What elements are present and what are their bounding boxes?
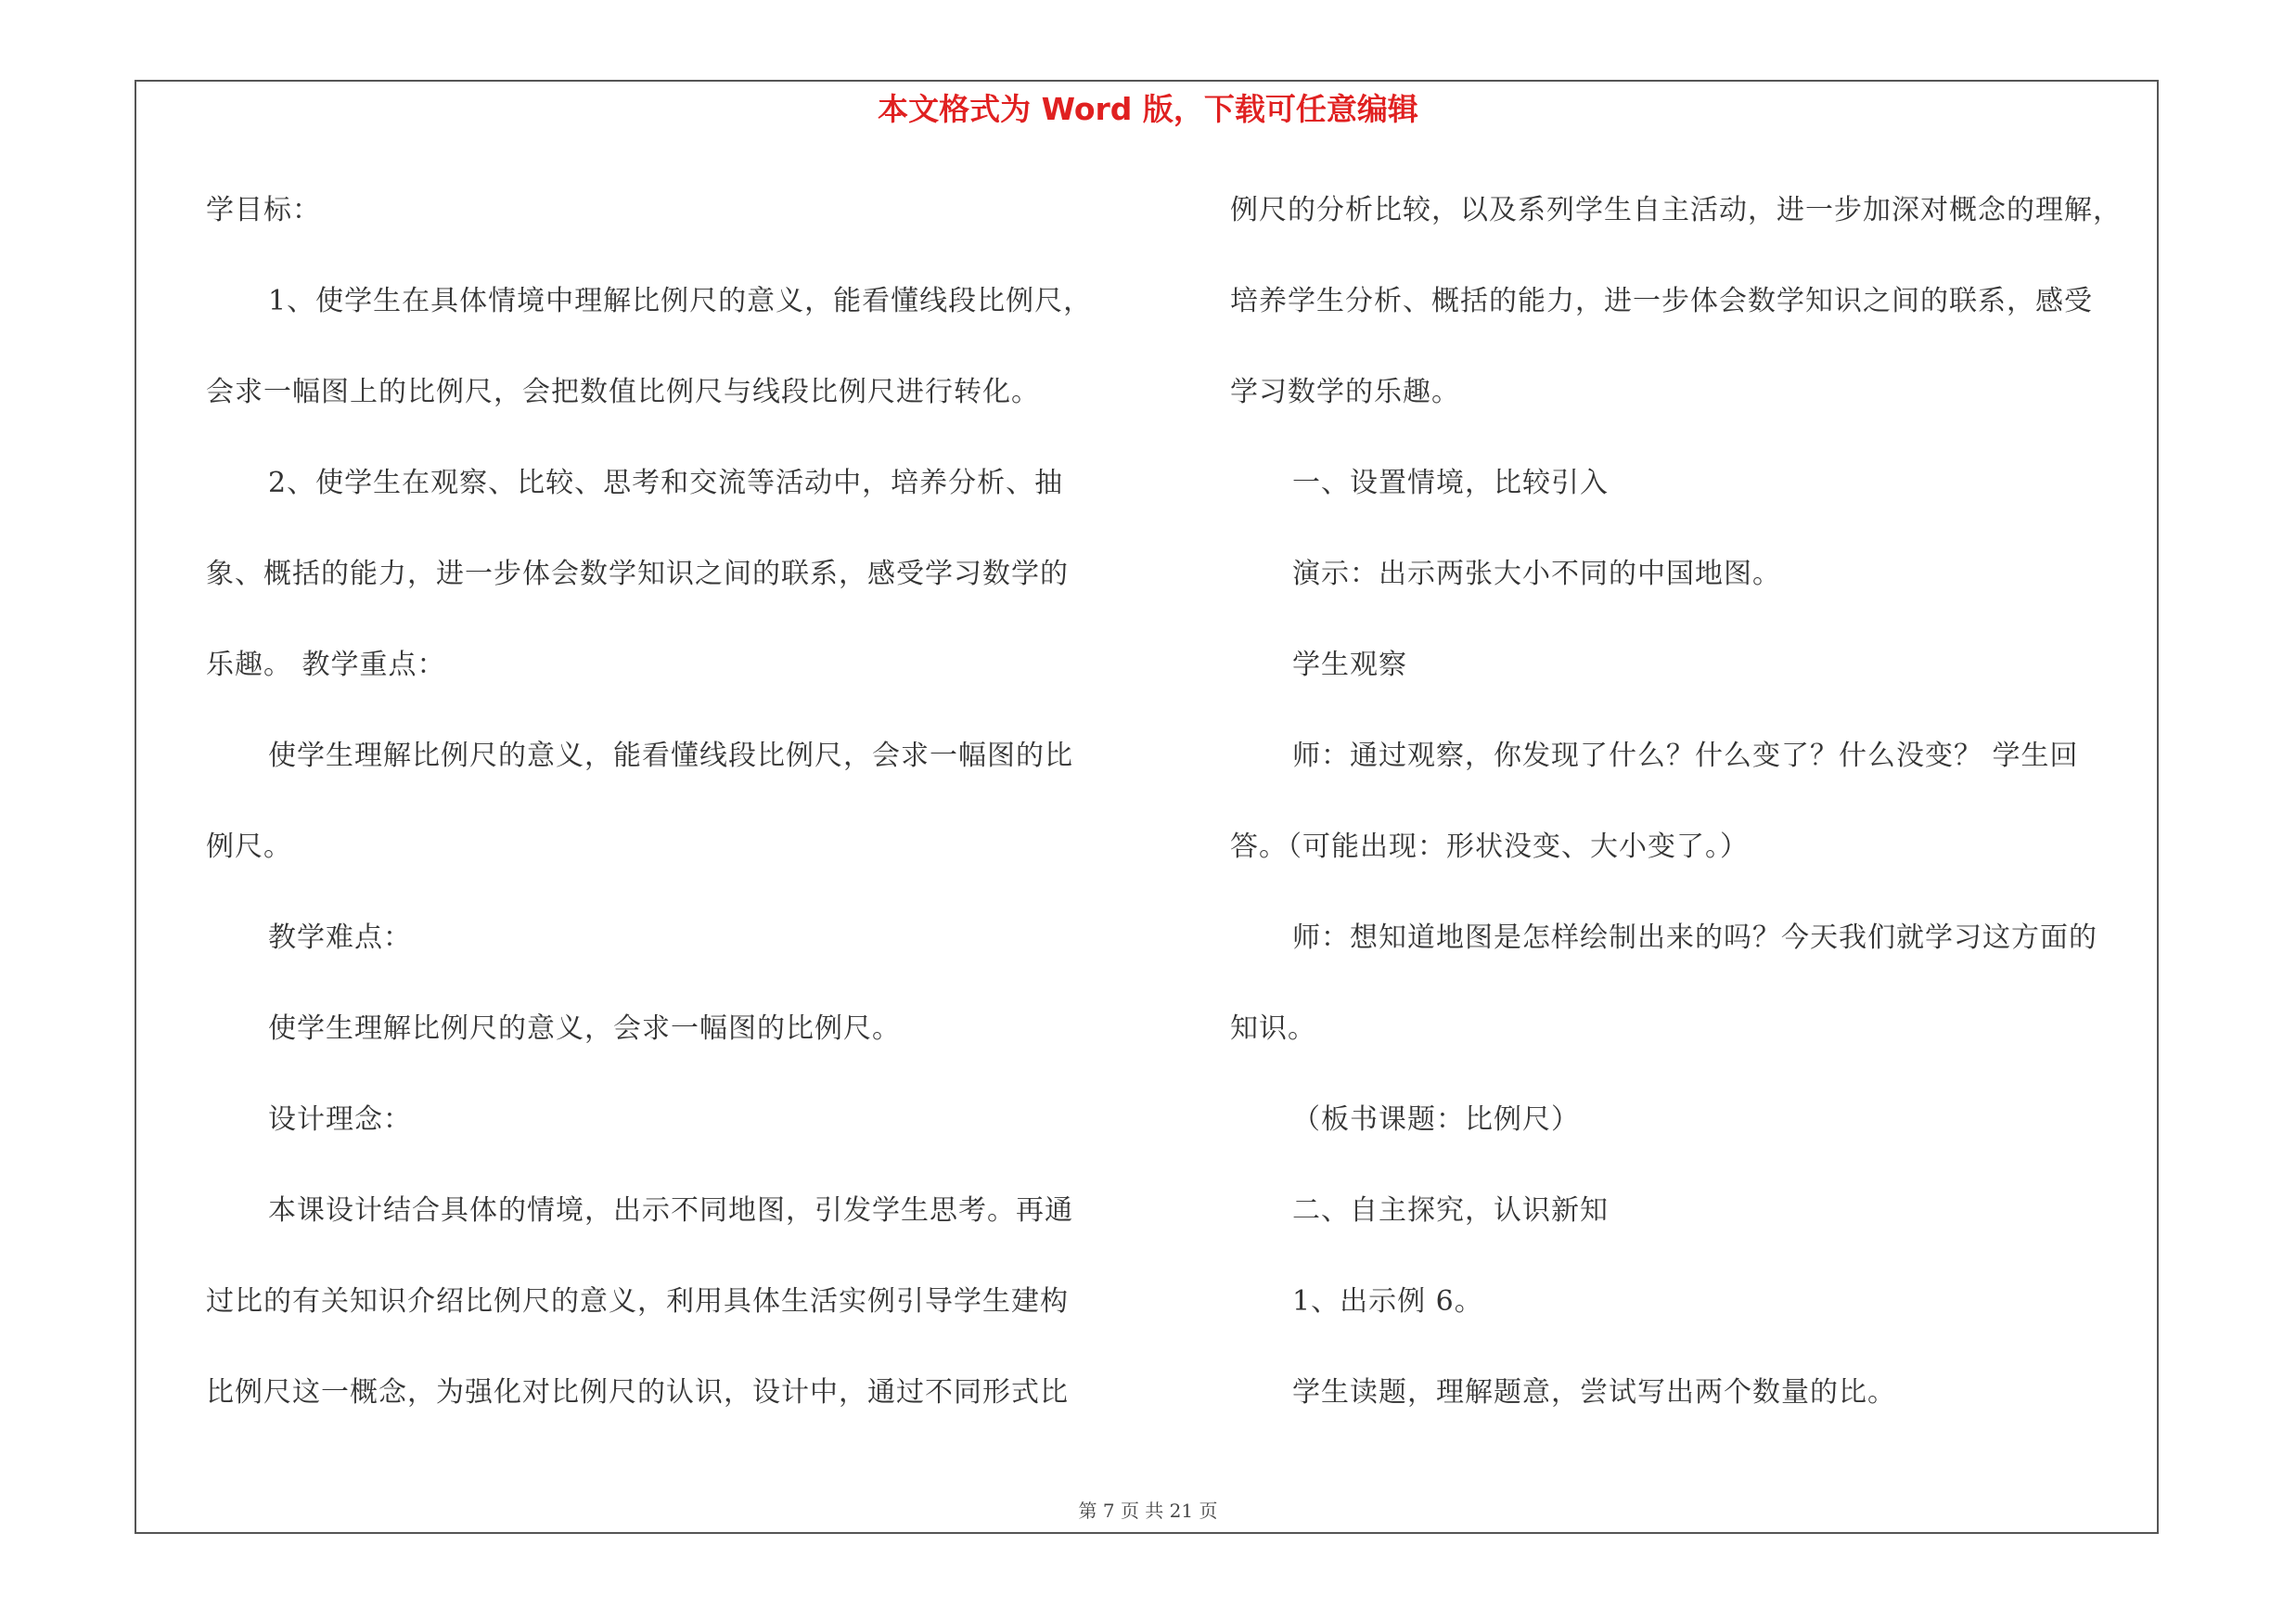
text-line: 2、使学生在观察、比较、思考和交流等活动中，培养分析、抽: [268, 467, 1064, 499]
text-line: （板书课题：比例尺）: [1292, 1103, 1580, 1136]
left-column: [206, 184, 1134, 1457]
text-line: 学生观察: [1292, 649, 1407, 681]
text-line: 1、出示例 6。: [1292, 1285, 1483, 1318]
text-line: 学习数学的乐趣。: [1230, 376, 1460, 408]
text-line: 学生读题，理解题意，尝试写出两个数量的比。: [1292, 1376, 1896, 1409]
text-line: 1、使学生在具体情境中理解比例尺的意义，能看懂线段比例尺，: [268, 285, 1093, 317]
text-line: 使学生理解比例尺的意义，能看懂线段比例尺，会求一幅图的比: [268, 740, 1073, 772]
text-line: 演示：出示两张大小不同的中国地图。: [1292, 558, 1781, 590]
text-line: 比例尺这一概念，为强化对比例尺的认识，设计中，通过不同形式比: [206, 1376, 1069, 1409]
document-header: 本文格式为 Word 版，下载可任意编辑: [878, 91, 1418, 127]
text-line: 本课设计结合具体的情境，出示不同地图，引发学生思考。再通: [268, 1194, 1073, 1227]
text-line: 学目标：: [206, 194, 321, 226]
text-line: 师：通过观察，你发现了什么？什么变了？什么没变？ 学生回: [1292, 740, 2079, 772]
text-line: 二、自主探究，认识新知: [1292, 1194, 1609, 1227]
text-line: 知识。: [1230, 1012, 1316, 1045]
text-line: 象、概括的能力，进一步体会数学知识之间的联系，感受学习数学的: [206, 558, 1069, 590]
text-line: 一、设置情境，比较引入: [1292, 467, 1609, 499]
text-line: 培养学生分析、概括的能力，进一步体会数学知识之间的联系，感受: [1230, 285, 2093, 317]
text-line: 师：想知道地图是怎样绘制出来的吗？今天我们就学习这方面的: [1292, 921, 2097, 954]
text-line: 设计理念：: [268, 1103, 412, 1136]
text-line: 乐趣。 教学重点：: [206, 649, 446, 681]
text-line: 使学生理解比例尺的意义，会求一幅图的比例尺。: [268, 1012, 901, 1045]
text-line: 会求一幅图上的比例尺，会把数值比例尺与线段比例尺进行转化。: [206, 376, 1040, 408]
text-line: 过比的有关知识介绍比例尺的意义，利用具体生活实例引导学生建构: [206, 1285, 1069, 1318]
text-line: 例尺的分析比较，以及系列学生自主活动，进一步加深对概念的理解，: [1230, 194, 2122, 226]
page-number: 第 7 页 共 21 页: [1078, 1500, 1218, 1522]
text-line: 例尺。: [206, 831, 292, 863]
text-line: 教学难点：: [268, 921, 412, 954]
right-column: [1230, 184, 2158, 1457]
text-line: 答。（可能出现：形状没变、大小变了。）: [1230, 831, 1749, 863]
